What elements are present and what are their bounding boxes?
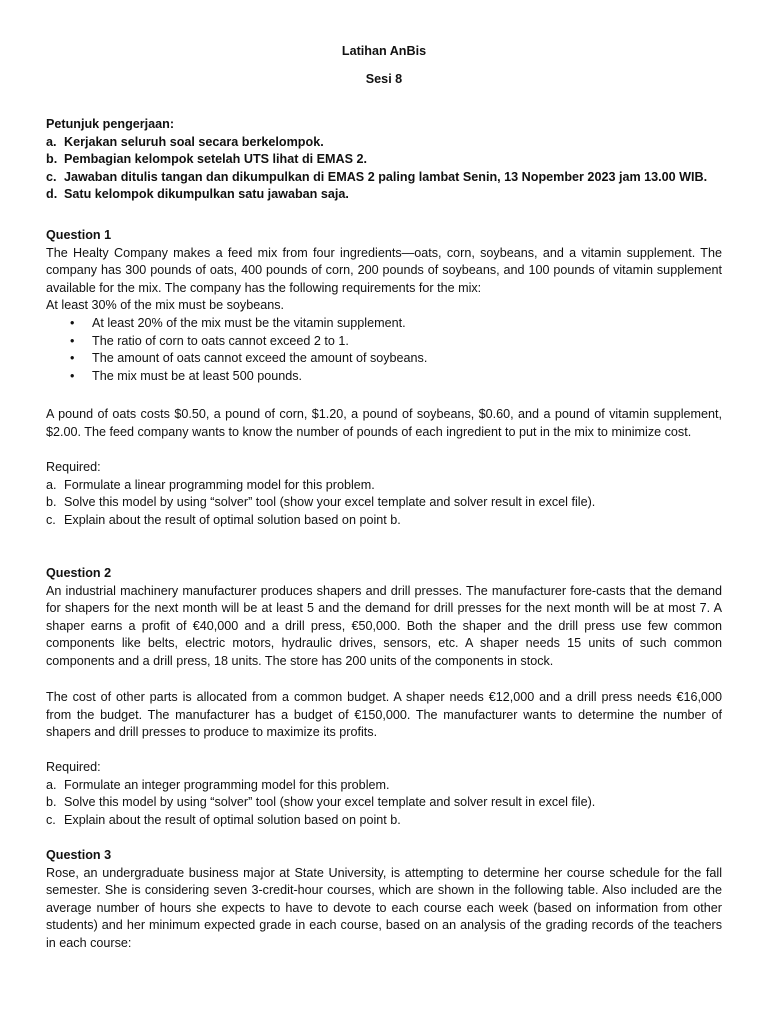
question-2-paragraph-2: The cost of other parts is allocated from a common budget. A shaper needs €12,000 and a drill press needs €16,000 from the budget. The manufacturer has a budget of €150,000. The manufacturer wants to determine the number of shapers and drill presses to produce to maximize its profits. <box>46 690 722 740</box>
required-label: Required: <box>46 460 101 474</box>
question-1-intro: The Healty Company makes a feed mix from four ingredients—oats, corn, soybeans, and a vitamin supplement. The company has 300 pounds of oats, 400 pounds of corn, 200 pounds of soybeans, and 100 pounds of vitamin supplement available for the mix. The company has the following requirements for the mix: <box>46 245 722 295</box>
required-item: c. Explain about the result of optimal solution based on point b. <box>46 512 401 527</box>
question-3-heading: Question 3 <box>46 848 112 862</box>
instructions <box>46 116 722 204</box>
instructions-heading: Petunjuk pengerjaan: <box>46 117 175 131</box>
instruction-item: d. Satu kelompok dikumpulkan satu jawaban saja. <box>46 187 349 202</box>
session-label: Sesi 8 <box>365 72 403 86</box>
question-1-required <box>46 459 722 529</box>
required-item: c. Explain about the result of optimal solution based on point b. <box>46 812 401 827</box>
question-3-paragraph-1: Rose, an undergraduate business major at State University, is attempting to determine her course schedule for the fall semester. She is considering seven 3-credit-hour courses, which are shown in the following table. Also included are the average number of hours she expects to have to devote to each course each week (based on information from other students) and her minimum expected grade in each course, based on an analysis of the grading records of the teachers in each course: <box>46 865 722 950</box>
required-label: Required: <box>46 760 101 774</box>
question-1 <box>46 227 722 385</box>
document-title: Latihan AnBis <box>341 44 427 58</box>
required-item: a. Formulate a linear programming model for this problem. <box>46 477 375 492</box>
required-item: b. Solve this model by using “solver” tool (show your excel template and solver result in excel file). <box>46 495 596 510</box>
question-2-required <box>46 759 722 829</box>
requirement-bullet: • At least 20% of the mix must be the vitamin supplement. <box>70 315 406 330</box>
requirement-bullet: • The amount of oats cannot exceed the amount of soybeans. <box>70 351 428 366</box>
instruction-item: a. Kerjakan seluruh soal secara berkelompok. <box>46 134 324 149</box>
question-2 <box>46 565 722 671</box>
question-1-costs: A pound of oats costs $0.50, a pound of corn, $1.20, a pound of soybeans, $0.60, and a pound of vitamin supplement, $2.00. The feed company wants to know the number of pounds of each ingredient to put in the mix to minimize cost. <box>46 407 722 439</box>
question-2-heading: Question 2 <box>46 566 112 580</box>
required-item: b. Solve this model by using “solver” tool (show your excel template and solver result in excel file). <box>46 795 596 810</box>
required-item: a. Formulate an integer programming model for this problem. <box>46 777 390 792</box>
requirement-bullet: • The ratio of corn to oats cannot exceed 2 to 1. <box>70 333 349 348</box>
requirement-bullet: • The mix must be at least 500 pounds. <box>70 368 303 383</box>
question-3 <box>46 847 722 953</box>
instruction-item: b. Pembagian kelompok setelah UTS lihat di EMAS 2. <box>46 152 368 167</box>
question-1-heading: Question 1 <box>46 228 112 242</box>
instruction-item: c. Jawaban ditulis tangan dan dikumpulkan di EMAS 2 paling lambat Senin, 13 Nopember 2023 jam 13.00 WIB. <box>46 169 708 184</box>
question-2-paragraph-1: An industrial machinery manufacturer produces shapers and drill presses. The manufacturer fore-casts that the demand for shapers for the next month will be at least 5 and the demand for drill presses for the next month will be at most 7. A shaper earns a profit of €40,000 and a drill press, €50,000. Both the shaper and the drill press use few common components like belts, electric motors, hydraulic drives, sensors, etc. A shaper needs 15 units of such common components and a drill press, 18 units. The store has 200 units of the components in stock. <box>46 583 722 668</box>
question-1-first-requirement: At least 30% of the mix must be soybeans. <box>46 298 285 313</box>
